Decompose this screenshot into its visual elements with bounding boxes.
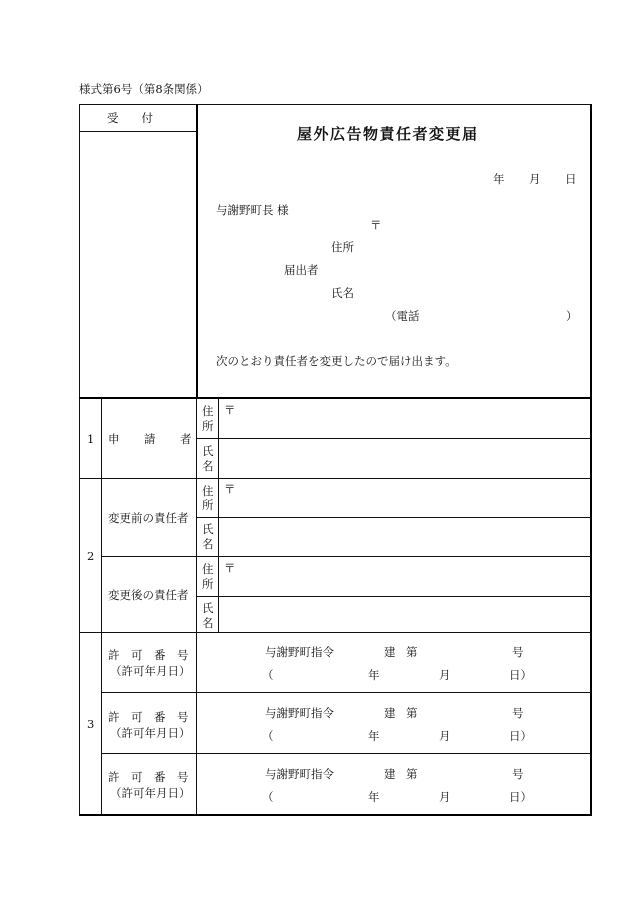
s2-after-name-label-1: 氏 — [202, 601, 214, 615]
s3-r2-nichi-close: 日） — [509, 729, 532, 743]
s3-r3-nen: 年 — [368, 790, 380, 804]
s3-r2-ken: 建 — [384, 706, 396, 720]
s2-before-address-label-1: 住 — [202, 484, 214, 498]
notifier-name-label: 氏名 — [331, 286, 354, 300]
s3-r2-nen: 年 — [368, 729, 380, 743]
section1-label: 申 請 者 — [108, 432, 192, 446]
table-bottom — [79, 814, 592, 816]
s1-name-label-2: 名 — [202, 459, 214, 473]
reception-column-divider — [196, 104, 198, 399]
s2-after-address-field[interactable] — [219, 557, 590, 596]
s1-postal-mark: 〒 — [224, 403, 236, 417]
s3-r3-permit-date-label: （許可年月日） — [110, 786, 191, 800]
notifier-phone-open: （電話 — [385, 309, 420, 323]
section2-number: 2 — [87, 549, 95, 563]
s3-r2-paren-open: （ — [262, 729, 274, 743]
notifier-phone-close: ） — [566, 309, 578, 323]
s2-before-address-label-2: 所 — [202, 498, 214, 512]
s3-r1-permit-date-label: （許可年月日） — [110, 664, 191, 678]
s2-before-postal-mark: 〒 — [224, 482, 236, 496]
s3-r3-permit-field[interactable] — [197, 754, 590, 814]
s3-r2-permit-field[interactable] — [197, 693, 590, 753]
s3-r3-ken: 建 — [384, 767, 396, 781]
right-border — [590, 104, 592, 815]
s3-r2-dai: 第 — [406, 706, 418, 720]
s3-r3-town-directive: 与謝野町指令 — [265, 767, 334, 781]
s3-r3-nichi-close: 日） — [509, 790, 532, 804]
s2-before-address-field[interactable] — [219, 479, 590, 517]
s2-after-name-field[interactable] — [219, 597, 590, 632]
reception-label: 受 付 — [107, 111, 153, 125]
date-year: 年 — [493, 172, 505, 186]
s3-r3-go: 号 — [512, 767, 524, 781]
reception-box — [80, 132, 196, 397]
s2-after-postal-mark: 〒 — [224, 561, 236, 575]
date-month: 月 — [529, 172, 541, 186]
form-id: 様式第6号（第8条関係） — [79, 82, 209, 96]
addressee: 与謝野町長 様 — [216, 203, 289, 217]
s1-address-label-1: 住 — [202, 404, 214, 418]
s2-after-name-label-2: 名 — [202, 616, 214, 630]
s2-before-name-field[interactable] — [219, 518, 590, 556]
s3-r1-tsuki: 月 — [439, 668, 451, 682]
s3-r1-nichi-close: 日） — [509, 668, 532, 682]
section1-number: 1 — [87, 432, 95, 446]
date-day: 日 — [565, 172, 577, 186]
s3-r3-dai: 第 — [406, 767, 418, 781]
s2-before-name-label-2: 名 — [202, 537, 214, 551]
statement: 次のとおり責任者を変更したので届け出ます。 — [216, 354, 457, 368]
s3-r3-permit-label: 許 可 番 号 — [108, 770, 189, 784]
s3-r2-tsuki: 月 — [439, 729, 451, 743]
s3-r2-permit-label: 許 可 番 号 — [108, 710, 189, 724]
notifier-address-label: 住所 — [331, 240, 354, 254]
s3-r1-permit-field[interactable] — [197, 633, 590, 692]
s3-r3-paren-open: （ — [262, 790, 274, 804]
s1-address-label-2: 所 — [202, 419, 214, 433]
form-title: 屋外広告物責任者変更届 — [297, 125, 479, 143]
s3-r1-go: 号 — [512, 645, 524, 659]
s2-before-name-label-1: 氏 — [202, 522, 214, 536]
notifier-postal-mark: 〒 — [370, 218, 382, 232]
s3-r1-dai: 第 — [406, 645, 418, 659]
s3-r2-go: 号 — [512, 706, 524, 720]
s3-r1-paren-open: （ — [262, 668, 274, 682]
top-border — [79, 104, 591, 105]
s1-name-label-1: 氏 — [202, 444, 214, 458]
s2-after-address-label-1: 住 — [202, 562, 214, 576]
s3-r3-tsuki: 月 — [439, 790, 451, 804]
s3-r2-town-directive: 与謝野町指令 — [265, 706, 334, 720]
section2-before-label: 変更前の責任者 — [108, 511, 189, 525]
s2-after-address-label-2: 所 — [202, 577, 214, 591]
s3-r1-town-directive: 与謝野町指令 — [265, 645, 334, 659]
notifier-role-label: 届出者 — [284, 263, 319, 277]
section2-after-label: 変更後の責任者 — [108, 588, 189, 602]
s3-r1-permit-label: 許 可 番 号 — [108, 648, 189, 662]
s1-address-field[interactable] — [219, 399, 590, 438]
s1-name-field[interactable] — [219, 439, 590, 478]
s3-r1-nen: 年 — [368, 668, 380, 682]
section3-number: 3 — [87, 717, 95, 731]
s3-r1-ken: 建 — [384, 645, 396, 659]
s3-r2-permit-date-label: （許可年月日） — [110, 726, 191, 740]
